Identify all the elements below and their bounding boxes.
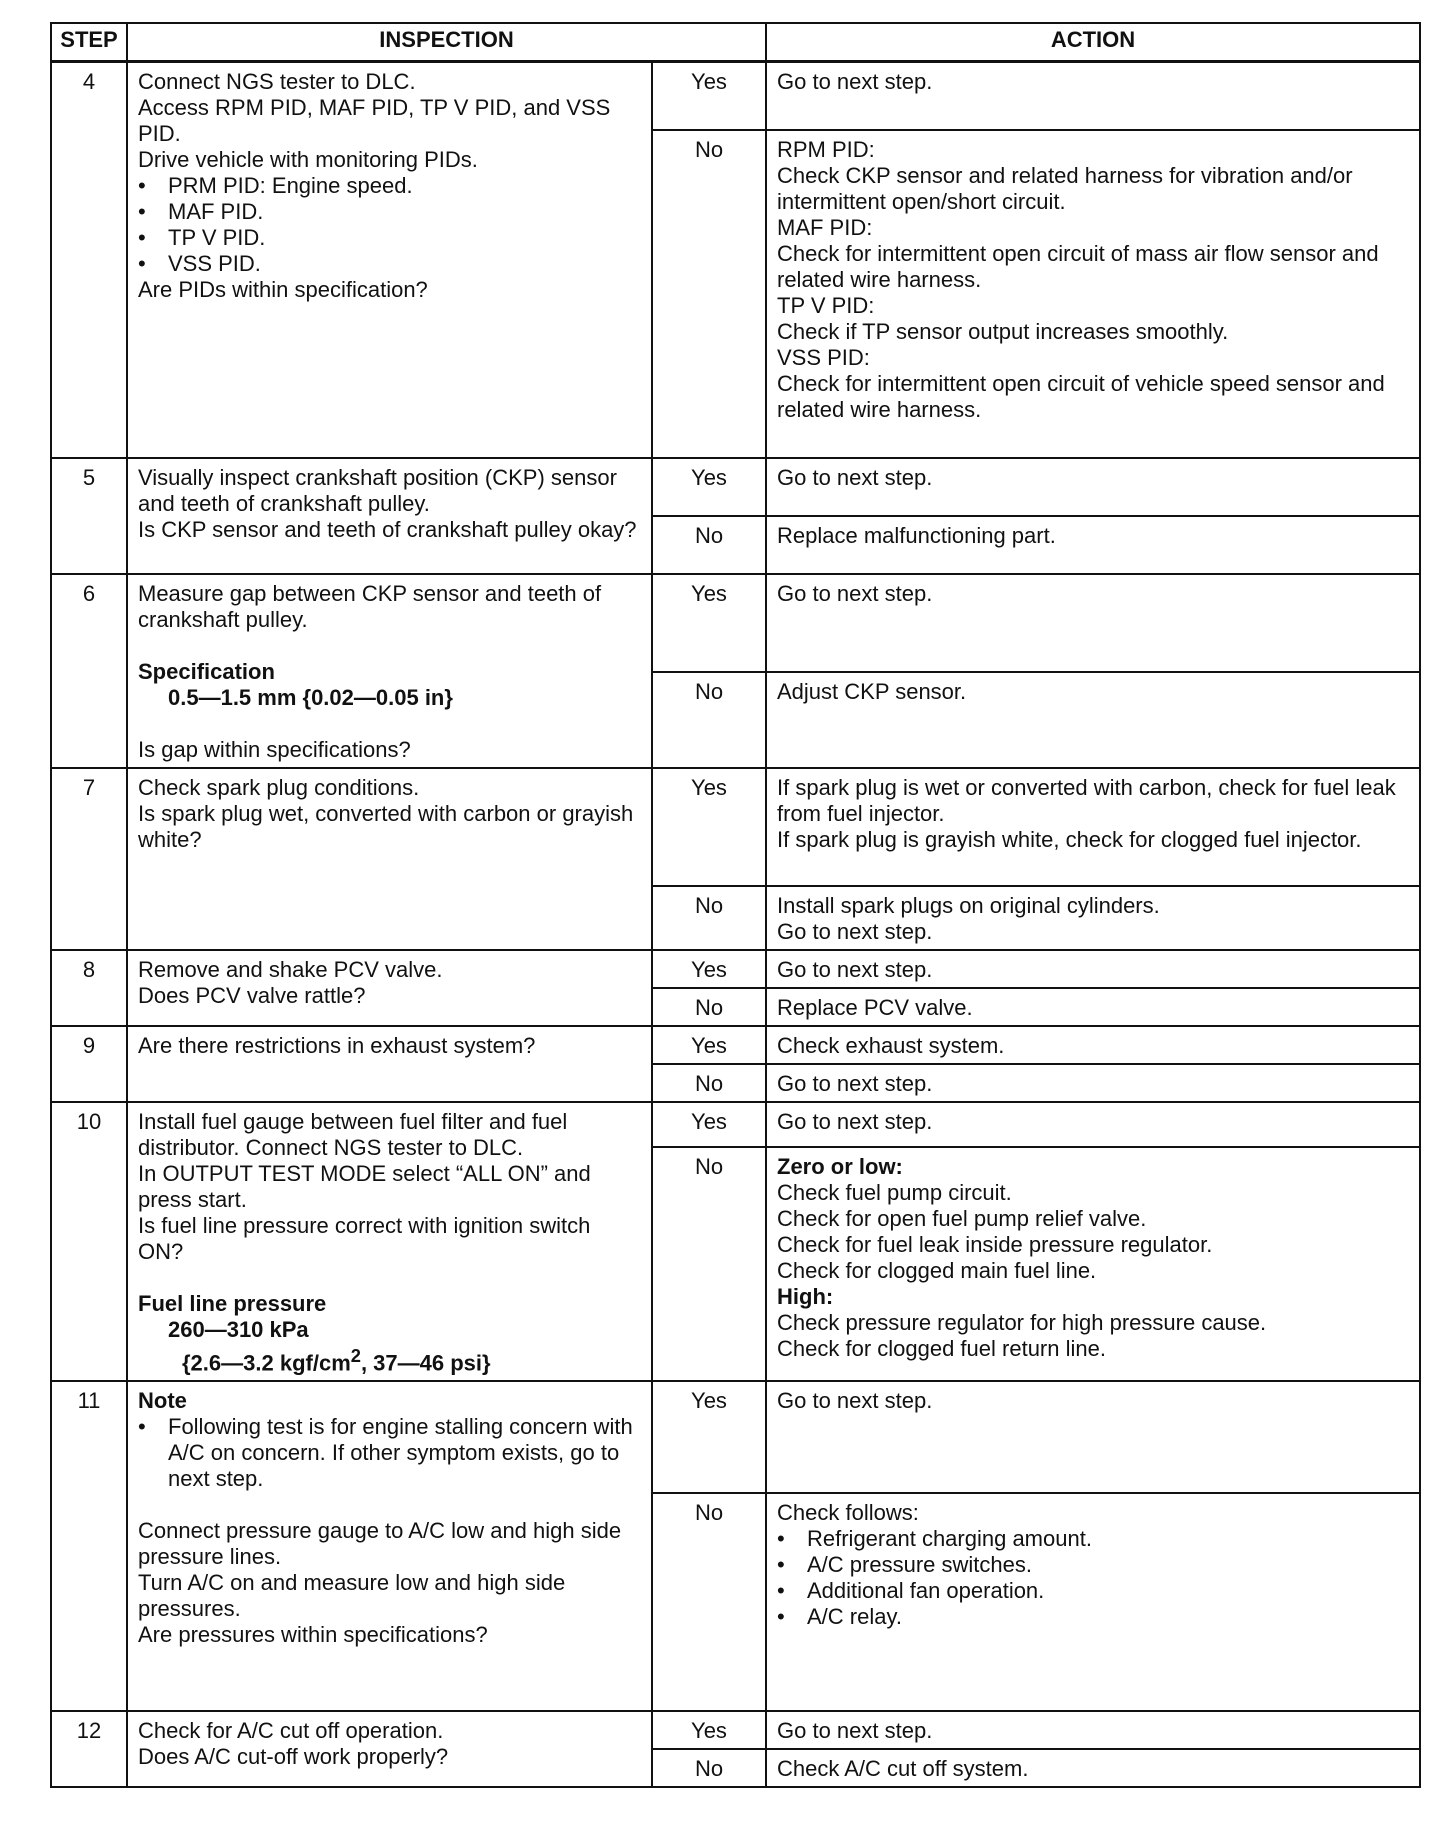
inspection-cell	[127, 458, 652, 574]
inspection-text: Turn A/C on and measure low and high side pressures.	[138, 1569, 572, 1621]
question-text: Is fuel line pressure correct with ignition switch ON?	[138, 1212, 597, 1264]
no-action	[766, 886, 1420, 950]
no-label: No	[652, 130, 766, 458]
question-text: Is gap within specifications?	[138, 736, 411, 762]
inspection-cell	[127, 62, 652, 458]
inspection-text: Install fuel gauge between fuel filter and fuel distributor. Connect NGS tester to DLC.	[138, 1108, 574, 1160]
step-number: 8	[51, 950, 127, 1026]
inspection-cell	[127, 950, 652, 1026]
yes-action: Go to next step.	[766, 62, 1420, 130]
inspection-cell	[127, 574, 652, 768]
table-row	[51, 1102, 1420, 1148]
step-number: 12	[51, 1711, 127, 1787]
step-number: 9	[51, 1026, 127, 1102]
action-text: TP V PID:	[777, 292, 875, 318]
question-text: Are there restrictions in exhaust system?	[138, 1032, 536, 1058]
step-header: STEP	[51, 23, 127, 62]
no-label: No	[652, 886, 766, 950]
list-item: • Additional fan operation.	[777, 1578, 1409, 1604]
question-text: Does A/C cut-off work properly?	[138, 1743, 449, 1769]
inspection-text: Visually inspect crankshaft position (CKP) sensor and teeth of crankshaft pulley.	[138, 464, 624, 516]
action-text: Check fuel pump circuit.	[777, 1180, 1012, 1206]
inspection-cell	[127, 1026, 652, 1102]
question-text: Are PIDs within specification?	[138, 277, 428, 302]
yes-label: Yes	[652, 768, 766, 886]
action-text: Check follows:	[777, 1499, 919, 1525]
no-action: Go to next step.	[766, 1064, 1420, 1102]
yes-label: Yes	[652, 62, 766, 130]
yes-action: Go to next step.	[766, 1381, 1420, 1493]
yes-label: Yes	[652, 1711, 766, 1749]
step-number: 11	[51, 1381, 127, 1711]
table-row	[51, 950, 1420, 988]
header-row	[51, 23, 1420, 62]
yes-action: Go to next step.	[766, 1102, 1420, 1148]
table-row	[51, 1381, 1420, 1493]
spec-value	[138, 1343, 641, 1376]
spec-value: 260—310 kPa	[168, 1316, 309, 1342]
no-label: No	[652, 1147, 766, 1380]
action-text: Install spark plugs on original cylinders.	[777, 892, 1160, 918]
yes-action: Go to next step.	[766, 458, 1420, 516]
inspection-text: Connect pressure gauge to A/C low and high side pressure lines.	[138, 1517, 628, 1569]
inspection-header: INSPECTION	[127, 23, 766, 62]
yes-label: Yes	[652, 574, 766, 672]
list-item: • Refrigerant charging amount.	[777, 1526, 1409, 1552]
inspection-text: Drive vehicle with monitoring PIDs.	[138, 147, 478, 172]
table-row	[51, 1026, 1420, 1064]
no-action: Replace PCV valve.	[766, 988, 1420, 1026]
no-label: No	[652, 1493, 766, 1711]
no-label: No	[652, 516, 766, 574]
no-action: Check A/C cut off system.	[766, 1749, 1420, 1787]
table-row	[51, 768, 1420, 886]
list-item: • PRM PID: Engine speed.	[138, 173, 641, 199]
spec-title: Fuel line pressure	[138, 1290, 327, 1316]
list-item: • A/C relay.	[777, 1604, 1409, 1630]
no-label: No	[652, 988, 766, 1026]
action-header: ACTION	[766, 23, 1420, 62]
inspection-text: Connect NGS tester to DLC.	[138, 69, 416, 94]
action-text: Check for open fuel pump relief valve.	[777, 1206, 1147, 1232]
yes-label: Yes	[652, 950, 766, 988]
action-text: Check for clogged fuel return line.	[777, 1336, 1106, 1362]
inspection-text: In OUTPUT TEST MODE select “ALL ON” and press start.	[138, 1160, 597, 1212]
action-text: MAF PID:	[777, 214, 873, 240]
list-item: • A/C pressure switches.	[777, 1552, 1409, 1578]
list-item: • VSS PID.	[138, 251, 641, 277]
inspection-text: Remove and shake PCV valve.	[138, 956, 443, 982]
no-action: Replace malfunctioning part.	[766, 516, 1420, 574]
yes-action: Go to next step.	[766, 950, 1420, 988]
step-number: 5	[51, 458, 127, 574]
no-action: Adjust CKP sensor.	[766, 672, 1420, 768]
step-number: 6	[51, 574, 127, 768]
yes-label: Yes	[652, 1381, 766, 1493]
note-bullet: • Following test is for engine stalling concern with A/C on concern. If other symptom exists, go to next step.	[138, 1414, 641, 1492]
action-text: Check for fuel leak inside pressure regulator.	[777, 1232, 1213, 1258]
inspection-text: Check spark plug conditions.	[138, 774, 420, 800]
spec-value: 0.5—1.5 mm {0.02—0.05 in}	[168, 684, 453, 710]
superscript: 2	[350, 1344, 361, 1366]
spec-value-part: {2.6—3.2 kgf/cm	[182, 1349, 351, 1375]
yes-action: Go to next step.	[766, 1711, 1420, 1749]
yes-action: Check exhaust system.	[766, 1026, 1420, 1064]
question-text: Are pressures within specifications?	[138, 1621, 488, 1647]
diagnostic-table	[50, 22, 1421, 1788]
inspection-cell	[127, 1711, 652, 1787]
question-text: Does PCV valve rattle?	[138, 982, 366, 1008]
no-action	[766, 130, 1420, 458]
inspection-text: Check for A/C cut off operation.	[138, 1717, 444, 1743]
action-text: Check for clogged main fuel line.	[777, 1258, 1097, 1284]
yes-label: Yes	[652, 458, 766, 516]
action-text: Check CKP sensor and related harness for vibration and/or intermittent open/short circuit.	[777, 162, 1359, 214]
list-item: • TP V PID.	[138, 225, 641, 251]
table-row	[51, 458, 1420, 516]
no-label: No	[652, 1749, 766, 1787]
yes-action: Go to next step.	[766, 574, 1420, 672]
action-text: RPM PID:	[777, 136, 875, 162]
note-title: Note	[138, 1387, 187, 1413]
question-text: Is CKP sensor and teeth of crankshaft pulley okay?	[138, 516, 637, 542]
table-row	[51, 1711, 1420, 1749]
inspection-cell	[127, 768, 652, 950]
yes-label: Yes	[652, 1102, 766, 1148]
question-text: Is spark plug wet, converted with carbon or grayish white?	[138, 800, 640, 852]
inspection-cell	[127, 1381, 652, 1711]
action-text: If spark plug is grayish white, check for clogged fuel injector.	[777, 826, 1362, 852]
action-text: Check if TP sensor output increases smoothly.	[777, 318, 1229, 344]
action-text: Go to next step.	[777, 918, 933, 944]
inspection-text: Measure gap between CKP sensor and teeth of crankshaft pulley.	[138, 580, 608, 632]
action-subtitle: Zero or low:	[777, 1154, 903, 1180]
no-label: No	[652, 1064, 766, 1102]
inspection-text: Access RPM PID, MAF PID, TP V PID, and VSS PID.	[138, 95, 617, 146]
table-row	[51, 574, 1420, 672]
no-action	[766, 1147, 1420, 1380]
table-row	[51, 62, 1420, 130]
step-number: 10	[51, 1102, 127, 1381]
step-number: 4	[51, 62, 127, 458]
action-text: Check for intermittent open circuit of vehicle speed sensor and related wire harness.	[777, 370, 1391, 422]
inspection-cell	[127, 1102, 652, 1381]
action-text: If spark plug is wet or converted with carbon, check for fuel leak from fuel injector.	[777, 774, 1402, 826]
yes-label: Yes	[652, 1026, 766, 1064]
spec-title: Specification	[138, 658, 275, 684]
action-subtitle: High:	[777, 1284, 834, 1310]
step-number: 7	[51, 768, 127, 950]
action-text: Check for intermittent open circuit of mass air flow sensor and related wire harness.	[777, 240, 1385, 292]
no-label: No	[652, 672, 766, 768]
no-action	[766, 1493, 1420, 1711]
yes-action	[766, 768, 1420, 886]
action-text: VSS PID:	[777, 344, 870, 370]
spec-value-part: , 37—46 psi}	[360, 1349, 491, 1375]
action-text: Check pressure regulator for high pressure cause.	[777, 1310, 1267, 1336]
list-item: • MAF PID.	[138, 199, 641, 225]
